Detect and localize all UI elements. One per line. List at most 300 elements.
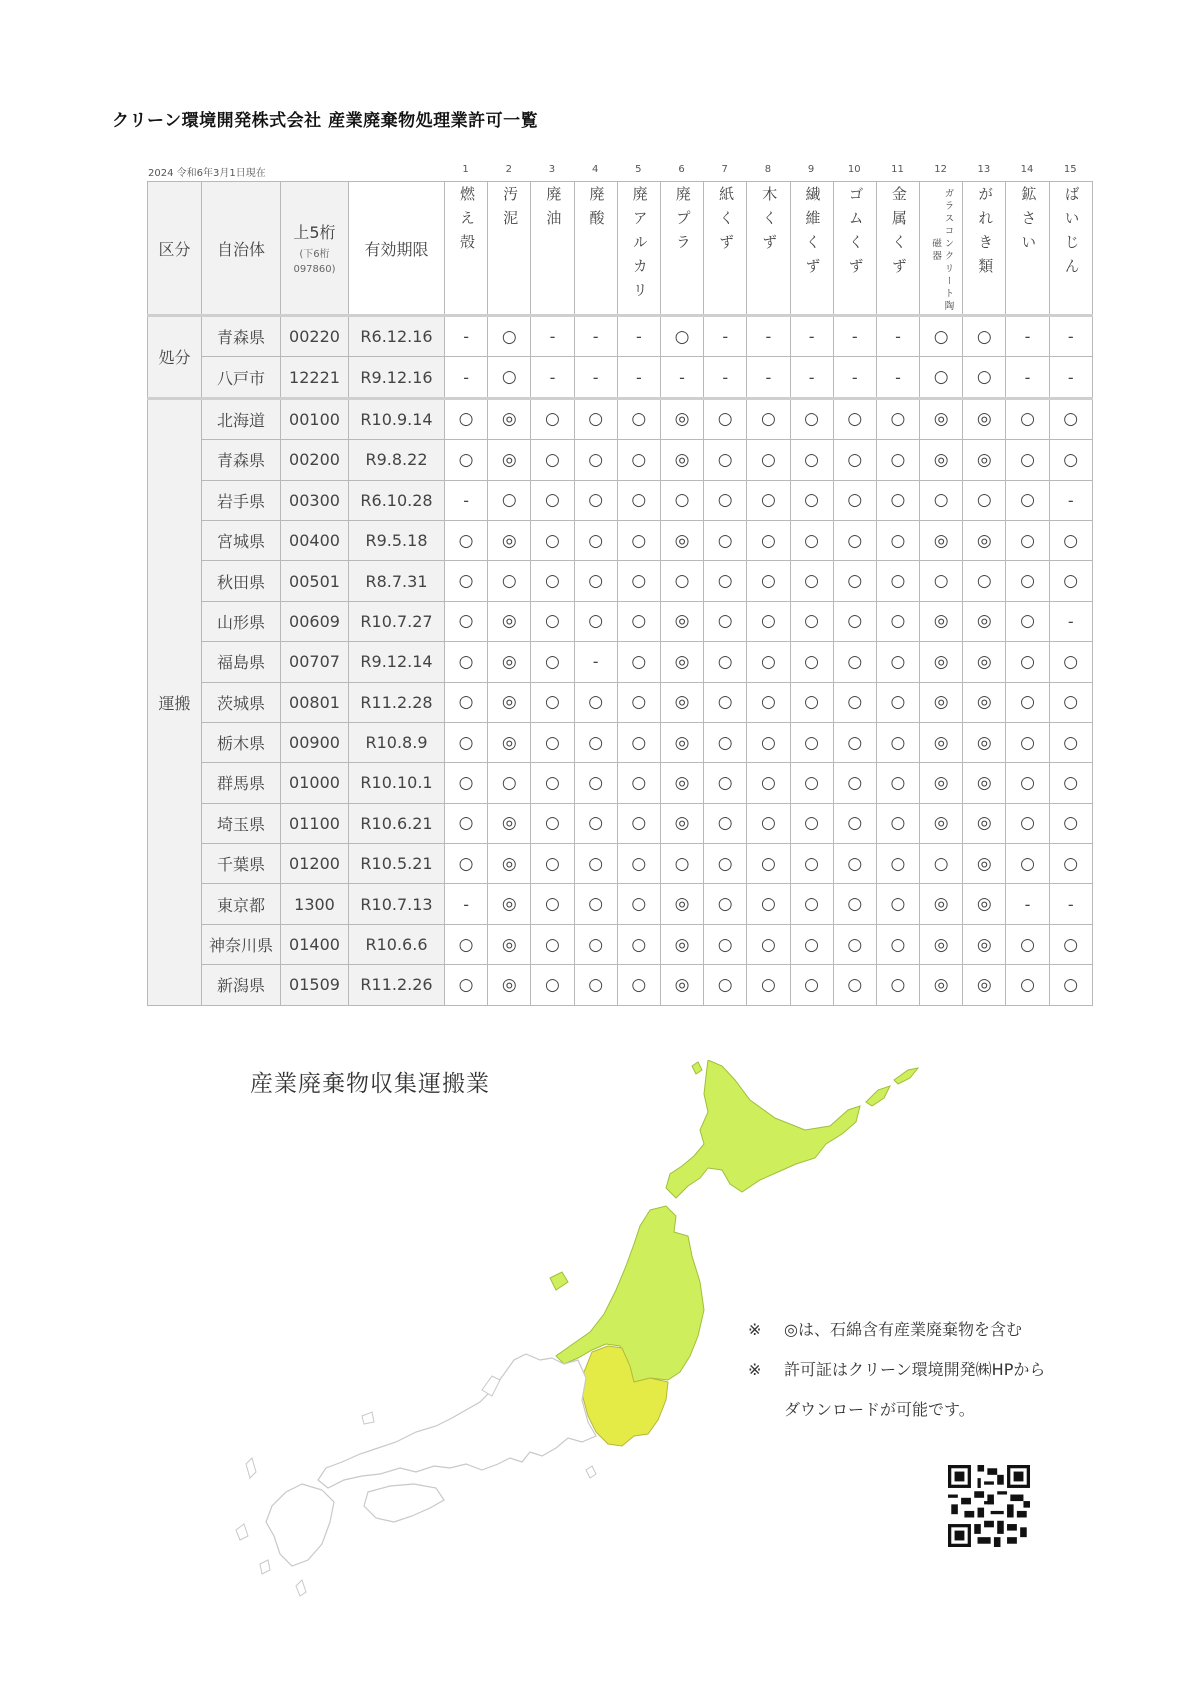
permit-mark-cell: ○ — [488, 480, 531, 520]
permit-mark-cell: ○ — [876, 601, 919, 641]
permit-mark-cell: ○ — [704, 884, 747, 924]
note-2-mark: ※ — [748, 1360, 762, 1379]
permit-mark-cell: ○ — [920, 316, 963, 357]
permit-mark-cell: ○ — [1006, 520, 1049, 560]
permit-mark-cell: ○ — [531, 803, 574, 843]
code-cell: 00400 — [281, 520, 349, 560]
permit-mark-cell: ○ — [876, 642, 919, 682]
waste-column-numbers — [444, 164, 1092, 175]
expiry-cell: R11.2.28 — [349, 682, 445, 722]
permit-mark-cell: ○ — [1006, 844, 1049, 884]
permit-mark-cell: ○ — [617, 480, 660, 520]
table-header-row — [148, 182, 1093, 316]
code-cell: 01400 — [281, 924, 349, 964]
permit-mark-cell: ◎ — [963, 924, 1006, 964]
permit-mark-cell: ○ — [488, 561, 531, 601]
expiry-cell: R9.8.22 — [349, 440, 445, 480]
permit-mark-cell: ◎ — [920, 601, 963, 641]
permit-mark-cell: ○ — [574, 561, 617, 601]
permit-mark-cell: ◎ — [920, 924, 963, 964]
permit-mark-cell: ○ — [963, 480, 1006, 520]
permit-mark-cell: ○ — [790, 682, 833, 722]
municipality-cell: 福島県 — [202, 642, 281, 682]
permit-mark-cell: ○ — [445, 763, 488, 803]
permit-mark-cell: - — [1049, 316, 1092, 357]
permit-mark-cell: ◎ — [660, 803, 703, 843]
code-cell: 00501 — [281, 561, 349, 601]
permit-mark-cell: ○ — [790, 520, 833, 560]
expiry-cell: R10.9.14 — [349, 398, 445, 439]
qr-code[interactable] — [948, 1465, 1030, 1547]
permit-mark-cell: ○ — [574, 398, 617, 439]
permit-mark-cell: ○ — [747, 642, 790, 682]
permit-mark-cell: ◎ — [488, 642, 531, 682]
permit-mark-cell: ○ — [704, 480, 747, 520]
permit-mark-cell: ○ — [531, 480, 574, 520]
waste-column-number: 2 — [505, 164, 512, 175]
permit-mark-cell: ○ — [833, 398, 876, 439]
permit-mark-cell: ○ — [747, 844, 790, 884]
permit-mark-cell: ◎ — [920, 642, 963, 682]
header-municipality: 自治体 — [202, 182, 281, 316]
permit-mark-cell: ○ — [833, 722, 876, 762]
permit-mark-cell: - — [574, 316, 617, 357]
waste-type-label: ゴムくず — [846, 186, 865, 282]
permit-mark-cell: ○ — [574, 601, 617, 641]
permit-table — [147, 181, 1093, 1006]
code-cell: 00200 — [281, 440, 349, 480]
permit-mark-cell: ○ — [531, 763, 574, 803]
permit-mark-cell: ◎ — [963, 763, 1006, 803]
map-region-sado — [550, 1272, 568, 1290]
header-waste-type — [660, 182, 703, 316]
permit-mark-cell: ○ — [1049, 398, 1092, 439]
permit-mark-cell: ○ — [920, 561, 963, 601]
permit-mark-cell: ○ — [790, 398, 833, 439]
permit-mark-cell: ○ — [574, 763, 617, 803]
waste-column-number: 6 — [678, 164, 685, 175]
permit-mark-cell: ◎ — [660, 520, 703, 560]
expiry-cell: R6.10.28 — [349, 480, 445, 520]
permit-mark-cell: ○ — [833, 884, 876, 924]
permit-mark-cell: ◎ — [488, 924, 531, 964]
permit-mark-cell: ○ — [1006, 924, 1049, 964]
permit-mark-cell: ◎ — [488, 682, 531, 722]
permit-mark-cell: ○ — [747, 884, 790, 924]
header-code-sub2: 097860) — [293, 263, 336, 275]
code-cell: 00707 — [281, 642, 349, 682]
permit-mark-cell: ○ — [1006, 601, 1049, 641]
table-row — [148, 642, 1093, 682]
permit-mark-cell: ○ — [660, 316, 703, 357]
table-row — [148, 520, 1093, 560]
permit-mark-cell: - — [445, 357, 488, 398]
expiry-cell: R8.7.31 — [349, 561, 445, 601]
permit-mark-cell: ○ — [876, 561, 919, 601]
permit-mark-cell: ○ — [660, 844, 703, 884]
permit-mark-cell: ○ — [1049, 642, 1092, 682]
permit-mark-cell: ○ — [704, 965, 747, 1005]
permit-mark-cell: ○ — [445, 844, 488, 884]
expiry-cell: R10.6.6 — [349, 924, 445, 964]
permit-mark-cell: ○ — [747, 763, 790, 803]
permit-mark-cell: ○ — [445, 520, 488, 560]
header-code — [281, 182, 349, 316]
permit-mark-cell: ○ — [747, 965, 790, 1005]
permit-mark-cell: ◎ — [488, 398, 531, 439]
permit-mark-cell: ○ — [574, 480, 617, 520]
permit-mark-cell: ○ — [747, 480, 790, 520]
category-cell: 運搬 — [148, 398, 202, 1005]
waste-type-label: ばいじん — [1062, 186, 1081, 282]
permit-mark-cell: ◎ — [963, 642, 1006, 682]
map-region-izu-islands — [586, 1466, 596, 1478]
waste-column-number: 14 — [1020, 164, 1034, 175]
permit-mark-cell: ○ — [704, 642, 747, 682]
permit-mark-cell: ○ — [617, 642, 660, 682]
permit-mark-cell: - — [1049, 357, 1092, 398]
header-waste-type — [1006, 182, 1049, 316]
map-region-western-honshu — [318, 1354, 596, 1488]
table-row — [148, 803, 1093, 843]
permit-mark-cell: - — [445, 884, 488, 924]
permit-mark-cell: ○ — [445, 642, 488, 682]
code-cell: 01100 — [281, 803, 349, 843]
permit-mark-cell: ◎ — [963, 440, 1006, 480]
permit-mark-cell: - — [1006, 884, 1049, 924]
permit-mark-cell: ○ — [1049, 763, 1092, 803]
permit-mark-cell: ○ — [833, 924, 876, 964]
waste-type-label: がれき類 — [976, 186, 995, 282]
table-row — [148, 440, 1093, 480]
permit-mark-cell: ◎ — [963, 398, 1006, 439]
permit-mark-cell: ○ — [747, 803, 790, 843]
header-waste-type — [704, 182, 747, 316]
municipality-cell: 宮城県 — [202, 520, 281, 560]
permit-mark-cell: - — [876, 357, 919, 398]
table-row — [148, 480, 1093, 520]
permit-mark-cell: - — [617, 316, 660, 357]
permit-mark-cell: ◎ — [660, 763, 703, 803]
code-cell: 01200 — [281, 844, 349, 884]
permit-mark-cell: ○ — [833, 803, 876, 843]
header-code-main: 上5桁 — [293, 222, 336, 242]
permit-mark-cell: ○ — [1006, 440, 1049, 480]
permit-mark-cell: ◎ — [660, 884, 703, 924]
permit-mark-cell: ○ — [920, 357, 963, 398]
permit-mark-cell: ○ — [704, 398, 747, 439]
note-1 — [748, 1310, 1045, 1350]
permit-mark-cell: ○ — [617, 965, 660, 1005]
municipality-cell: 新潟県 — [202, 965, 281, 1005]
code-cell: 00220 — [281, 316, 349, 357]
permit-mark-cell: ◎ — [963, 520, 1006, 560]
table-row — [148, 924, 1093, 964]
permit-mark-cell: ○ — [617, 561, 660, 601]
permit-mark-cell: ◎ — [963, 722, 1006, 762]
waste-column-number: 15 — [1063, 164, 1077, 175]
permit-mark-cell: ◎ — [660, 398, 703, 439]
municipality-cell: 青森県 — [202, 440, 281, 480]
permit-mark-cell: ○ — [1049, 520, 1092, 560]
waste-column-number: 9 — [807, 164, 815, 175]
table-row — [148, 763, 1093, 803]
permit-mark-cell: ○ — [617, 398, 660, 439]
permit-mark-cell: ○ — [445, 924, 488, 964]
permit-mark-cell: ○ — [1049, 965, 1092, 1005]
permit-mark-cell: - — [574, 357, 617, 398]
map-region-tsushima — [246, 1458, 256, 1478]
permit-mark-cell: ○ — [531, 924, 574, 964]
permit-mark-cell: ○ — [488, 357, 531, 398]
permit-mark-cell: ○ — [833, 440, 876, 480]
permit-mark-cell: - — [833, 316, 876, 357]
permit-mark-cell: ○ — [704, 682, 747, 722]
map-region-rebun — [692, 1062, 702, 1074]
permit-mark-cell: - — [790, 357, 833, 398]
waste-type-label: 廃アルカリ — [630, 186, 649, 306]
permit-mark-cell: ○ — [574, 884, 617, 924]
permit-mark-cell: ◎ — [488, 440, 531, 480]
permit-mark-cell: ○ — [790, 561, 833, 601]
waste-type-label: 木くず — [760, 186, 779, 258]
permit-mark-cell: ◎ — [488, 803, 531, 843]
permit-mark-cell: ○ — [833, 520, 876, 560]
permit-mark-cell: ○ — [747, 561, 790, 601]
permit-mark-cell: ○ — [660, 561, 703, 601]
permit-mark-cell: - — [704, 357, 747, 398]
municipality-cell: 埼玉県 — [202, 803, 281, 843]
permit-mark-cell: ○ — [1006, 480, 1049, 520]
table-row — [148, 561, 1093, 601]
note-1-mark: ※ — [748, 1320, 762, 1339]
permit-mark-cell: - — [617, 357, 660, 398]
permit-mark-cell: ◎ — [488, 601, 531, 641]
permit-mark-cell: ○ — [531, 561, 574, 601]
header-waste-type — [747, 182, 790, 316]
code-cell: 00900 — [281, 722, 349, 762]
expiry-cell: R10.6.21 — [349, 803, 445, 843]
permit-mark-cell: ○ — [704, 561, 747, 601]
permit-mark-cell: ○ — [488, 316, 531, 357]
waste-type-label: 紙くず — [717, 186, 736, 258]
permit-mark-cell: ○ — [1006, 763, 1049, 803]
code-cell: 01509 — [281, 965, 349, 1005]
permit-mark-cell: ◎ — [488, 965, 531, 1005]
permit-mark-cell: ○ — [617, 682, 660, 722]
table-row — [148, 722, 1093, 762]
municipality-cell: 千葉県 — [202, 844, 281, 884]
permit-mark-cell: ○ — [1006, 561, 1049, 601]
permit-mark-cell: ○ — [1049, 561, 1092, 601]
note-2-text: 許可証はクリーン環境開発㈱HPから — [784, 1360, 1046, 1379]
waste-column-number: 7 — [721, 164, 728, 175]
permit-mark-cell: - — [1049, 480, 1092, 520]
permit-mark-cell: ○ — [833, 682, 876, 722]
code-cell: 01000 — [281, 763, 349, 803]
permit-mark-cell: ○ — [617, 844, 660, 884]
waste-column-number: 11 — [891, 164, 904, 175]
permit-mark-cell: ○ — [574, 520, 617, 560]
permit-mark-cell: ○ — [1049, 803, 1092, 843]
map-title: 産業廃棄物収集運搬業 — [250, 1071, 490, 1097]
table-row — [148, 884, 1093, 924]
code-cell: 00100 — [281, 398, 349, 439]
permit-mark-cell: ○ — [445, 561, 488, 601]
permit-mark-cell: - — [1006, 316, 1049, 357]
permit-mark-cell: ○ — [790, 803, 833, 843]
permit-mark-cell: ○ — [574, 965, 617, 1005]
table-row — [148, 601, 1093, 641]
permit-mark-cell: ○ — [963, 316, 1006, 357]
permit-mark-cell: ○ — [747, 601, 790, 641]
permit-mark-cell: ◎ — [920, 520, 963, 560]
permit-mark-cell: ○ — [876, 480, 919, 520]
waste-type-label: 汚泥 — [501, 186, 520, 234]
permit-mark-cell: ◎ — [488, 722, 531, 762]
table-row — [148, 398, 1093, 439]
permit-mark-cell: - — [1049, 884, 1092, 924]
permit-mark-cell: - — [1006, 357, 1049, 398]
permit-mark-cell: ○ — [790, 642, 833, 682]
permit-mark-cell: ○ — [963, 357, 1006, 398]
permit-mark-cell: ○ — [876, 803, 919, 843]
header-expiry: 有効期限 — [349, 182, 445, 316]
permit-mark-cell: ○ — [574, 440, 617, 480]
permit-mark-cell: - — [833, 357, 876, 398]
permit-mark-cell: ○ — [617, 924, 660, 964]
municipality-cell: 山形県 — [202, 601, 281, 641]
permit-mark-cell: ○ — [790, 844, 833, 884]
permit-mark-cell: ◎ — [963, 844, 1006, 884]
map-region-shikoku — [364, 1484, 444, 1522]
table-row — [148, 357, 1093, 398]
permit-mark-cell: ○ — [1049, 440, 1092, 480]
permit-mark-cell: ◎ — [963, 682, 1006, 722]
header-waste-type — [1049, 182, 1092, 316]
permit-mark-cell: ○ — [790, 440, 833, 480]
permit-mark-cell: ○ — [445, 682, 488, 722]
permit-mark-cell: ○ — [704, 722, 747, 762]
permit-mark-cell: ○ — [445, 398, 488, 439]
permit-mark-cell: ○ — [876, 398, 919, 439]
map-region-hokkaido — [666, 1060, 860, 1198]
map-region-goto — [236, 1524, 248, 1540]
header-category: 区分 — [148, 182, 202, 316]
permit-mark-cell: ○ — [1006, 398, 1049, 439]
code-cell: 1300 — [281, 884, 349, 924]
permit-mark-cell: ○ — [617, 601, 660, 641]
permit-mark-cell: ○ — [747, 398, 790, 439]
permit-mark-cell: ○ — [704, 763, 747, 803]
code-cell: 12221 — [281, 357, 349, 398]
map-region-oki — [362, 1412, 374, 1424]
municipality-cell: 岩手県 — [202, 480, 281, 520]
note-2 — [748, 1350, 1045, 1390]
permit-mark-cell: ○ — [1049, 924, 1092, 964]
permit-mark-cell: ○ — [574, 924, 617, 964]
permit-mark-cell: ○ — [876, 722, 919, 762]
permit-mark-cell: ○ — [617, 722, 660, 762]
permit-mark-cell: ○ — [920, 480, 963, 520]
header-waste-type — [963, 182, 1006, 316]
permit-mark-cell: ○ — [617, 884, 660, 924]
permit-mark-cell: ○ — [747, 722, 790, 762]
permit-mark-cell: ◎ — [920, 884, 963, 924]
permit-mark-cell: ○ — [876, 520, 919, 560]
permit-mark-cell: ○ — [531, 682, 574, 722]
permit-mark-cell: ○ — [617, 803, 660, 843]
municipality-cell: 栃木県 — [202, 722, 281, 762]
waste-column-number: 4 — [591, 164, 599, 175]
permit-mark-cell: ◎ — [920, 763, 963, 803]
waste-type-label: 燃え殻 — [457, 186, 476, 258]
waste-column-number: 13 — [977, 164, 991, 175]
municipality-cell: 八戸市 — [202, 357, 281, 398]
note-2-continuation: ダウンロードが可能です。 — [784, 1400, 975, 1419]
permit-mark-cell: ○ — [574, 682, 617, 722]
permit-mark-cell: ○ — [704, 520, 747, 560]
municipality-cell: 北海道 — [202, 398, 281, 439]
permit-mark-cell: ◎ — [660, 965, 703, 1005]
waste-type-label: 廃プラ — [673, 186, 692, 258]
permit-mark-cell: ○ — [876, 924, 919, 964]
permit-mark-cell: ○ — [876, 965, 919, 1005]
code-cell: 00609 — [281, 601, 349, 641]
permit-mark-cell: ○ — [747, 520, 790, 560]
permit-mark-cell: ○ — [531, 722, 574, 762]
permit-mark-cell: ○ — [445, 440, 488, 480]
expiry-cell: R9.5.18 — [349, 520, 445, 560]
municipality-cell: 群馬県 — [202, 763, 281, 803]
permit-mark-cell: - — [704, 316, 747, 357]
header-waste-type — [574, 182, 617, 316]
header-waste-type — [876, 182, 919, 316]
permit-mark-cell: ○ — [445, 601, 488, 641]
permit-mark-cell: ○ — [488, 763, 531, 803]
municipality-cell: 青森県 — [202, 316, 281, 357]
municipality-cell: 茨城県 — [202, 682, 281, 722]
permit-mark-cell: ○ — [833, 763, 876, 803]
header-waste-type — [531, 182, 574, 316]
waste-column-number: 3 — [548, 164, 556, 175]
permit-mark-cell: ○ — [833, 642, 876, 682]
permit-mark-cell: ◎ — [920, 398, 963, 439]
notes-block — [748, 1310, 1045, 1430]
map-region-kyushu — [266, 1484, 334, 1566]
waste-column-number: 12 — [934, 164, 948, 175]
permit-mark-cell: - — [531, 316, 574, 357]
permit-mark-cell: ○ — [747, 440, 790, 480]
note-1-text: ◎は、石綿含有産業廃棄物を含む — [784, 1320, 1022, 1339]
header-waste-type — [488, 182, 531, 316]
permit-mark-cell: ○ — [790, 722, 833, 762]
waste-column-number: 1 — [462, 164, 469, 175]
header-waste-type — [920, 182, 963, 316]
permit-mark-cell: ○ — [876, 682, 919, 722]
waste-type-label: 金属くず — [889, 186, 908, 282]
permit-mark-cell: ◎ — [920, 965, 963, 1005]
permit-mark-cell: ◎ — [963, 884, 1006, 924]
map-region-tohoku — [556, 1206, 704, 1382]
expiry-cell: R10.5.21 — [349, 844, 445, 884]
expiry-cell: R10.7.13 — [349, 884, 445, 924]
waste-type-label: 繊維くず — [803, 186, 822, 282]
map-region-kuril-2 — [894, 1068, 918, 1084]
permit-mark-cell: ○ — [876, 844, 919, 884]
municipality-cell: 神奈川県 — [202, 924, 281, 964]
permit-mark-cell: ○ — [704, 844, 747, 884]
